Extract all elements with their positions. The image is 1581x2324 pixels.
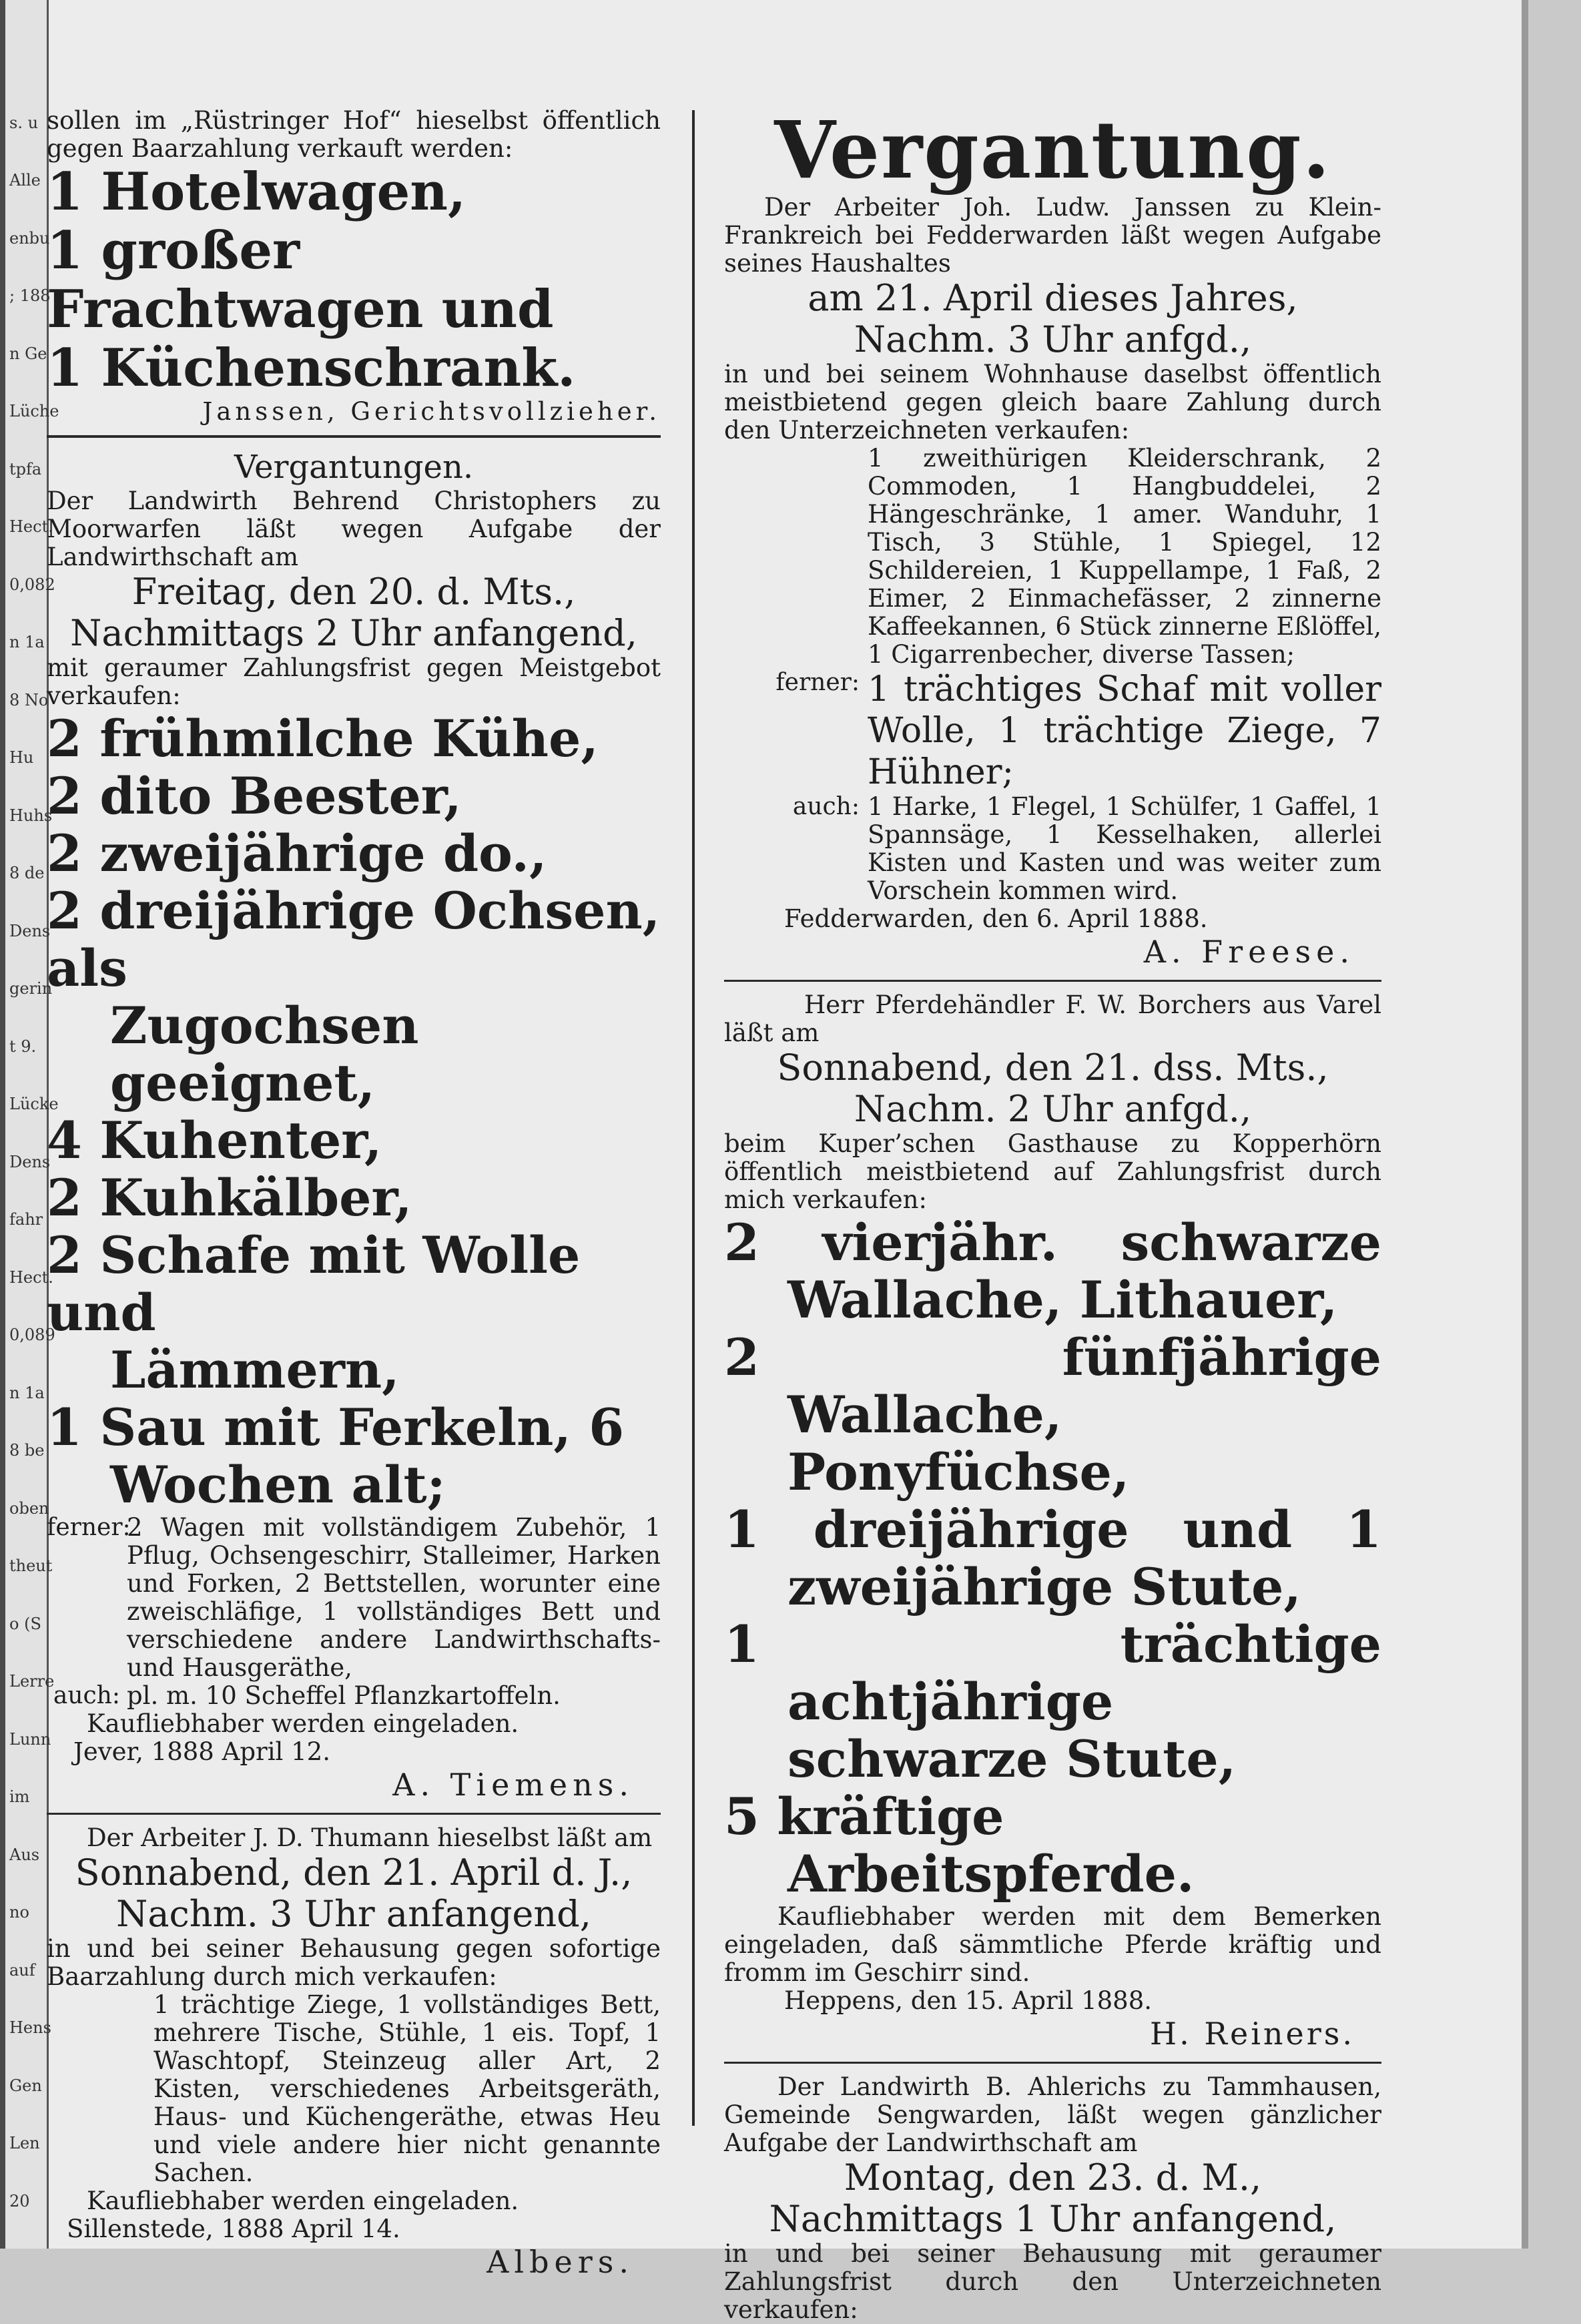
ad-terms: mit geraumer Zahlungsfrist gegen Meistgebot verkaufen: [47,653,661,710]
auch-text: pl. m. 10 Scheffel Pflanzkartoffeln. [127,1681,561,1710]
margin-fragment: Lücke [9,1095,59,1114]
ad-separator [47,435,661,438]
margin-fragment: n 1a [9,633,45,652]
ad-intro: Herr Pferdehändler F. W. Borchers aus Varel läßt am [724,990,1381,1047]
section-heading: Vergantungen. [234,449,474,486]
item-line: 2 Schafe mit Wolle und [47,1225,581,1342]
item-line: 5 kräftige Arbeitspferde. [724,1787,1195,1904]
item-line: 2 frühmilche Kühe, [47,709,599,768]
signature: H. Reiners. [1150,2016,1355,2052]
place-date: Sillenstede, 1888 April 14. [67,2215,400,2243]
items-text: 1 trächtige Ziege, 1 vollständiges Bett, mehrere Tische, Stühle, 1 eis. Topf, 1 Waschtopf, Steinzeug aller Art, 2 Kisten, verschiedenes Arbeitsgeräth, Haus- und Küchengeräthe, etwas Heu und viele andere hier nicht genannte Sachen. [153,1990,661,2187]
page-edge [1522,0,1528,2249]
ad-intro: sollen im „Rüstringer Hof“ hieselbst öffentlich gegen Baarzahlung verkauft werden: [47,106,661,163]
ad-terms: in und bei seiner Behausung mit geraumer Zahlungsfrist durch den Unterzeichneten verkaufen: [724,2239,1381,2324]
date-line: Sonnabend, den 21. dss. Mts., [777,1047,1329,1089]
ferner-block [724,669,1381,793]
date-line: Freitag, den 20. d. Mts., [131,571,576,613]
item-line: 2 dreijährige Ochsen, als [47,881,661,998]
item-line: 1 trächtige achtjährige schwarze Stute, [724,1615,1381,1789]
ad-hotelwagen [47,107,661,426]
margin-fragment: Hens [9,2018,51,2038]
ad-ahlerichs [724,2073,1381,2324]
place-date: Jever, 1888 April 12. [73,1737,330,1766]
auch-text: 1 Harke, 1 Flegel, 1 Schülfer, 1 Gaffel, 1 Spannsäge, 1 Kesselhaken, allerlei Kisten und Kasten und was weiter zum Vorschein kommen wird. [868,792,1381,905]
item-line: 2 fünfjährige Wallache, Ponyfüchse, [724,1328,1381,1502]
margin-fragment: Lunn [9,1729,51,1749]
margin-fragment: tpfa [9,459,42,479]
ad-terms: in und bei seiner Behausung gegen sofortige Baarzahlung durch mich verkaufen: [47,1934,661,1991]
margin-fragment: im [9,1787,30,1807]
margin-fragment: Gen [9,2076,42,2095]
margin-fragment: enbu [9,228,50,248]
margin-fragment: Huhs [9,806,53,825]
column-divider [692,110,695,2126]
auch-block [47,1682,661,1710]
signature: Albers. [487,2244,634,2280]
ad-intro: Der Landwirth Behrend Christophers zu Moorwarfen läßt wegen Aufgabe der Landwirthschaft am [47,487,661,571]
margin-fragment: s. u [9,113,39,132]
item-line: 1 großer Frachtwagen und [47,220,554,340]
margin-fragment: 8 No [9,690,49,709]
margin-fragment: o (S [9,1614,41,1633]
auch-label: auch: [792,793,860,820]
item-line: 2 vierjähr. schwarze Wallache, Lithauer, [724,1213,1381,1330]
signature: A. Freese. [1143,934,1355,970]
right-column [724,103,1381,2324]
margin-fragment: ; 188 [9,286,51,306]
ad-separator [47,1813,661,1815]
ad-christophers [47,447,661,1803]
date-line: am 21. April dieses Jahres, [808,277,1298,319]
item-line: Wochen alt; [110,1455,446,1514]
ad-intro: Der Landwirth B. Ahlerichs zu Tammhausen, Gemeinde Sengwarden, läßt wegen gänzlicher Aufgabe der Landwirthschaft am [724,2072,1381,2157]
item-line: 2 zweijährige do., [47,824,547,883]
margin-fragment: Hect. [9,1267,53,1287]
margin-fragment: n 1a [9,1383,45,1402]
closing-text: Kaufliebhaber werden eingeladen. [87,2187,519,2215]
ferner-block [47,1514,661,1682]
margin-fragment: 8 be [9,1441,45,1460]
date-line: Sonnabend, den 21. April d. J., [75,1851,633,1894]
item-line: 1 Sau mit Ferkeln, 6 [47,1398,625,1457]
ad-janssen [724,103,1381,970]
time-line: Nachmittags 2 Uhr anfangend, [70,612,637,654]
margin-fragment: Hect. [9,517,53,537]
margin-fragment: Hu [9,748,34,768]
margin-fragment: Dens [9,921,51,940]
ad-terms: beim Kuper’schen Gasthause zu Kopperhörn öffentlich meistbietend auf Zahlungsfrist durch mich verkaufen: [724,1129,1381,1214]
ad-separator [724,980,1381,982]
time-line: Nachm. 3 Uhr anfangend, [116,1893,591,1935]
margin-fragment: 0,082 [9,575,55,594]
ferner-label: ferner: [775,669,860,696]
margin-fragment: n Ge [9,344,47,363]
margin-fragment: Len [9,2134,40,2153]
margin-fragment: 20 [9,2191,30,2211]
adjacent-page-margin [5,0,59,2249]
left-column [47,107,661,2281]
margin-fragment: Aus [9,1845,40,1864]
items-text: 1 zweithürigen Kleiderschrank, 2 Commoden, 1 Hangbuddelei, 2 Hängeschränke, 1 amer. Wanduhr, 1 Tisch, 3 Stühle, 1 Spiegel, 12 Schildereien, 1 Kuppellampe, 1 Faß, 2 Eimer, 2 Einmachefässer, 2 zinnerne Kaffeekannen, 6 Stück zinnerne Eßlöffel, 1 Cigarrenbecher, diverse Tassen; [868,444,1381,669]
place-date: Heppens, den 15. April 1888. [784,1986,1152,2015]
ad-borchers [724,991,1381,2052]
date-line: Montag, den 23. d. M., [844,2156,1262,2199]
time-line: Nachmittags 1 Uhr anfangend, [769,2198,1337,2240]
item-line: Lämmern, [110,1340,400,1400]
item-line: 1 dreijährige und 1 zweijährige Stute, [724,1500,1381,1617]
margin-fragment: Alle [9,171,41,190]
ad-terms: in und bei seinem Wohnhause daselbst öffentlich meistbietend gegen gleich baare Zahlung durch den Unterzeichneten verkaufen: [724,360,1381,445]
margin-fragment: gerin [9,979,53,998]
ferner-text: 2 Wagen mit vollständigem Zubehör, 1 Pflug, Ochsengeschirr, Stalleimer, Harken und Forken, 2 Bettstellen, worunter eine zweischläfige, 1 vollständiges Bett und verschiedene andere Landwirthschafts- und Hausgeräthe, [127,1513,661,1682]
time-line: Nachm. 3 Uhr anfgd., [854,318,1252,360]
closing-text: Kaufliebhaber werden eingeladen. [87,1709,519,1738]
margin-fragment: no [9,1903,29,1922]
ad-title: Vergantung. [774,103,1331,196]
margin-fragment: Lerre [9,1672,55,1691]
margin-fragment: 8 de [9,864,45,883]
margin-fragment: Dens [9,1152,51,1171]
signature: A. Tiemens. [392,1767,634,1803]
ad-intro: Der Arbeiter Joh. Ludw. Janssen zu Klein-Frankreich bei Fedderwarden läßt wegen Aufgabe seines Haushaltes [724,193,1381,278]
item-line: 1 Hotelwagen, [47,162,466,222]
ferner-text: 1 trächtiges Schaf mit voller Wolle, 1 trächtige Ziege, 7 Hühner; [868,669,1381,792]
signature: Janssen, Gerichtsvollzieher. [202,397,661,426]
item-line: 2 Kuhkälber, [47,1168,412,1227]
margin-fragment: auf [9,1960,35,1980]
auch-block [724,793,1381,905]
margin-fragment: 0,089 [9,1326,55,1345]
ad-intro: Der Arbeiter J. D. Thumann hieselbst läßt am [87,1823,653,1852]
margin-fragment: t 9. [9,1037,37,1056]
item-line: 2 dito Beester, [47,766,462,826]
item-line: 1 Küchenschrank. [47,338,576,398]
ad-thumann [47,1824,661,2281]
margin-fragment: oben [9,1498,49,1518]
ad-separator [724,2062,1381,2064]
place-date: Fedderwarden, den 6. April 1888. [784,904,1208,933]
margin-fragment: fahr [9,1210,43,1229]
auch-label: auch: [53,1682,120,1709]
item-line: 4 Kuhenter, [47,1111,382,1170]
time-line: Nachm. 2 Uhr anfgd., [854,1088,1252,1130]
ferner-label: ferner: [47,1514,131,1541]
closing-text: Kaufliebhaber werden mit dem Bemerken eingeladen, daß sämmtliche Pferde kräftig und fromm im Geschirr sind. [724,1902,1381,1987]
item-line: Zugochsen geeignet, [110,996,419,1113]
margin-fragment: theut [9,1556,53,1576]
margin-fragment: Lüche [9,402,59,421]
